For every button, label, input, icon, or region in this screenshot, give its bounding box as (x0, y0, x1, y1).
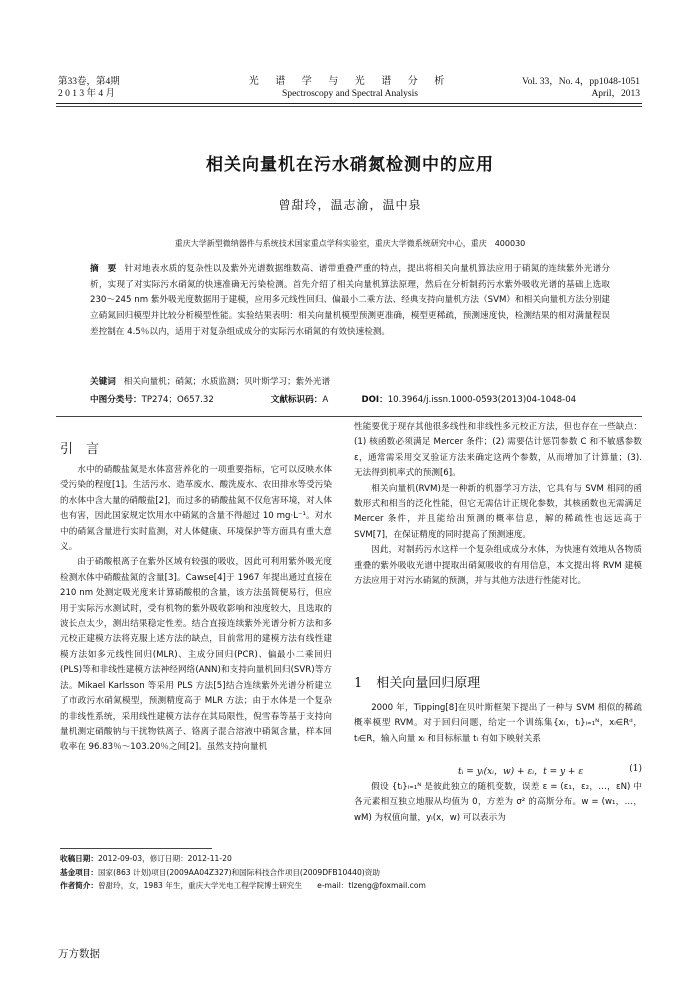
header-date-cn: 2 0 1 3 年 4 月 (58, 89, 116, 99)
equation-1-number: (1) (629, 764, 642, 774)
paper-title: 相关向量机在污水硝氮检测中的应用 (206, 155, 494, 175)
doi: DOI：10.3964/j.issn.1000-0593(2013)04-1048-04 (361, 395, 577, 405)
abstract-text: 针对地表水质的复杂性以及紫外光谱数据维数高、谱带重叠严重的特点，提出将相关向量机算法应用于硝氮的连续紫外光谱分析，实现了对实际污水硝氮的快速准确无污染检测。首先介绍了相关向量机算法原理，然后在分析制药污水紫外吸收光谱的基础上选取 230～245 nm 紫外吸光度数据用于建模，应用多元线性回归、偏最小二乘方法、经典支持向量机方法（SVM）和相关向量机方法分别建立硝氮回归模型并比较分析模型性能。实验结果表明：相关向量机模型预测更准确，模型更稀疏，预测速度快，检测结果的相对满量程误差控制在 4.5％以内，适用于对复杂组成成分的实际污水硝氮的有效快速检测。 (90, 264, 610, 337)
clc-number: 中图分类号：TP274；O657.32 (90, 395, 214, 405)
right-paragraph-2: 相关向量机(RVM)是一种新的机器学习方法，它具有与 SVM 相同的函数形式和相当的泛化性能，但它无需估计正规化参数，其核函数也无需满足 Mercer 条件，并且能给出预测的概率信息，解的稀疏性也远远高于 SVM[7]，在保证精度的同时提高了预测速度。 (354, 483, 642, 540)
header-volume (58, 76, 120, 100)
right-paragraph-3: 因此，对制药污水这样一个复杂组成成分水体，为快速有效地从各物质重叠的紫外吸收光谱中提取出硝氮吸收的有用信息，本文提出将 RVM 建模方法应用于对污水硝氮的预测，并与其他方法进行性能对比。 (354, 545, 642, 587)
header-rule-thin (56, 106, 642, 107)
intro-heading: 引 言 (60, 442, 100, 457)
header-date-en: April，2013 (591, 89, 640, 99)
section-1-body (354, 780, 642, 826)
header-rule (56, 103, 642, 104)
footnotes (60, 852, 640, 893)
footnote-funding: 基金项目：国家(863 计划)项目(2009AA04Z327)和国际科技合作项目(2009DFB10440)资助 (60, 867, 380, 877)
section-1-intro (354, 701, 642, 747)
header-journal (220, 76, 480, 100)
abstract (90, 262, 610, 341)
classification-meta (90, 393, 650, 408)
header-volume-cn: 第33卷，第4期 (58, 77, 120, 87)
paper-authors: 曾甜玲，温志渝，温中泉 (278, 198, 422, 212)
abstract-rule (56, 416, 642, 417)
footnote-rule (60, 848, 212, 849)
left-column (60, 463, 332, 756)
section-1-title: 相关向量回归原理 (376, 676, 481, 691)
journal-name-en: Spectroscopy and Spectral Analysis (282, 89, 418, 99)
keywords-label: 关键词 (90, 377, 116, 387)
intro-paragraph-1: 水中的硝酸盐氮是水体富营养化的一项重要指标，它可以反映水体受污染的程度[1]。生活污水、造革废水、酸洗废水、农田排水等受污染的水体中含大量的硝酸盐[2]，而过多的硝酸盐氮不仅危害环境，对人体也有害，因此国家规定饮用水中硝氮的含量不得超过 10 mg·L⁻¹。对水中的硝氮含量进行实时监测，对人体健康、环境保护等方面具有重大意义。 (60, 465, 332, 553)
doc-code: 文献标识码：A (270, 395, 329, 405)
keywords-text: 相关向量机；硝氮；水质监测；贝叶斯学习；紫外光谱 (123, 377, 331, 387)
footnote-received: 收稿日期：2012-09-03，修订日期：2012-11-20 (60, 854, 232, 863)
footnote-author: 作者简介：曾甜玲，女，1983 年生，重庆大学光电工程学院博士研究生 e-mail：tlzeng@foxmail.com (60, 881, 426, 890)
header-vol-en: Vol. 33，No. 4，pp1048-1051 (521, 77, 640, 87)
right-paragraph-5: 假设 {tᵢ}ᵢ₌₁ᴺ 是彼此独立的随机变数，误差 ε = (ε₁，ε₂，…，εN) 中各元素相互独立地服从均值为 0，方差为 σ² 的高斯分布。w = (w₁，…，wM) 为权值向量，yᵢ(x，w) 可以表示为 (354, 782, 642, 823)
right-column-top (354, 420, 642, 589)
section-1-heading (354, 672, 480, 691)
journal-name-cn: 光 谱 学 与 光 谱 分 析 (248, 76, 452, 87)
equation-1-body: tᵢ = yᵢ(xᵢ，w) + εᵢ，t = y + ε (458, 767, 584, 777)
watermark-text: 万方数据 (58, 948, 100, 960)
abstract-label: 摘 要 (90, 264, 117, 274)
section-1-number: 1 (354, 676, 363, 691)
keywords (90, 375, 630, 390)
paper-affiliation: 重庆大学新型微纳器件与系统技术国家重点学科实验室，重庆大学微系统研究中心，重庆 400030 (174, 239, 526, 248)
intro-paragraph-2: 由于硝酸根离子在紫外区域有较强的吸收，因此可利用紫外吸光度检测水体中硝酸盐氮的含量[3]。Cawse[4]于 1967 年提出通过直接在 210 nm 处测定吸光度来计算硝酸根的含量，该方法虽简便易行，但应用于实际污水测试时，受有机物的紫外吸收影响和浊度较大，且选取的波长点太少，测出结果稳定性差。结合直接连续紫外光谱分析方法和多元校正建模方法将克服上述方法的缺点，目前常用的建模方法有线性建模方法如多元线性回归(MLR)、主成分回归(PCR)、偏最小二乘回归(PLS)等和非线性建模方法神经网络(ANN)和支持向量机回归(SVR)等方法。Mikael Karlsson 等采用 PLS 方法[5]结合连续紫外光谱分析建立了市政污水硝氮模型，预测精度高于 MLR 方法；由于水体是一个复杂的非线性系统，采用线性建模方法存在其局限性，倪雪春等基于支持向量机测定硝酸钠与干扰物铁离子、铬离子混合溶液中硝氮含量，样本回收率在 96.83％～103.20％之间[2]。虽然支持向量机 (60, 557, 332, 753)
header-volume-en (522, 76, 640, 100)
right-paragraph-4: 2000 年，Tipping[8]在贝叶斯框架下提出了一种与 SVM 相似的稀疏概率模型 RVM。对于回归问题，给定一个训练集{xᵢ，tᵢ}ᵢ₌₁ᴺ，xᵢ∈Rᵈ，tᵢ∈R，输入向量 xᵢ 和目标标量 tᵢ 有如下映射关系 (354, 703, 642, 744)
right-paragraph-1: 性能要优于现存其他很多线性和非线性多元校正方法，但也存在一些缺点：(1) 核函数必须满足 Mercer 条件；(2) 需要估计惩罚参数 C 和不敏感参数 ε，通常需采用交叉验证方法来确定这两个参数，从而增加了计算量；(3). 无法得到机率式的预测[6]。 (354, 422, 642, 479)
